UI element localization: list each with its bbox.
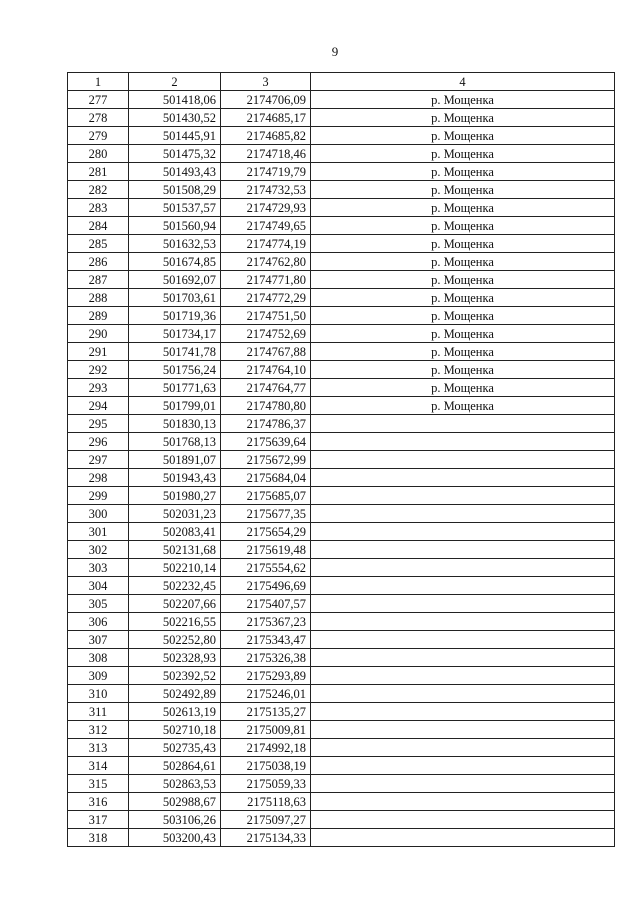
x-coordinate-cell: 501703,61 <box>129 289 221 307</box>
table-row <box>68 505 615 523</box>
description-cell <box>311 433 615 451</box>
table-row <box>68 775 615 793</box>
table-row <box>68 271 615 289</box>
y-coordinate-cell: 2174780,80 <box>221 397 311 415</box>
x-coordinate-cell: 502863,53 <box>129 775 221 793</box>
y-coordinate-cell: 2175293,89 <box>221 667 311 685</box>
table-row <box>68 793 615 811</box>
point-number-cell: 283 <box>68 199 129 217</box>
description-cell: р. Мощенка <box>311 181 615 199</box>
y-coordinate-cell: 2174764,77 <box>221 379 311 397</box>
y-coordinate-cell: 2175677,35 <box>221 505 311 523</box>
point-number-cell: 288 <box>68 289 129 307</box>
point-number-cell: 291 <box>68 343 129 361</box>
table-row <box>68 739 615 757</box>
x-coordinate-cell: 501891,07 <box>129 451 221 469</box>
table-row <box>68 829 615 847</box>
table-row <box>68 145 615 163</box>
coordinates-table <box>67 72 615 847</box>
table-row <box>68 433 615 451</box>
y-coordinate-cell: 2174729,93 <box>221 199 311 217</box>
description-cell <box>311 505 615 523</box>
y-coordinate-cell: 2174772,29 <box>221 289 311 307</box>
x-coordinate-cell: 502328,93 <box>129 649 221 667</box>
y-coordinate-cell: 2175097,27 <box>221 811 311 829</box>
x-coordinate-cell: 501943,43 <box>129 469 221 487</box>
x-coordinate-cell: 502864,61 <box>129 757 221 775</box>
table-header-row <box>68 73 615 91</box>
y-coordinate-cell: 2175654,29 <box>221 523 311 541</box>
point-number-cell: 281 <box>68 163 129 181</box>
y-coordinate-cell: 2175639,64 <box>221 433 311 451</box>
x-coordinate-cell: 501741,78 <box>129 343 221 361</box>
x-coordinate-cell: 501430,52 <box>129 109 221 127</box>
x-coordinate-cell: 501560,94 <box>129 217 221 235</box>
table-row <box>68 811 615 829</box>
description-cell <box>311 523 615 541</box>
table-row <box>68 523 615 541</box>
description-cell: р. Мощенка <box>311 307 615 325</box>
y-coordinate-cell: 2174685,17 <box>221 109 311 127</box>
description-cell <box>311 703 615 721</box>
column-header: 3 <box>221 73 311 91</box>
y-coordinate-cell: 2175554,62 <box>221 559 311 577</box>
x-coordinate-cell: 502392,52 <box>129 667 221 685</box>
description-cell: р. Мощенка <box>311 271 615 289</box>
point-number-cell: 314 <box>68 757 129 775</box>
y-coordinate-cell: 2174751,50 <box>221 307 311 325</box>
table-row <box>68 289 615 307</box>
x-coordinate-cell: 501445,91 <box>129 127 221 145</box>
description-cell <box>311 685 615 703</box>
description-cell: р. Мощенка <box>311 91 615 109</box>
description-cell <box>311 757 615 775</box>
point-number-cell: 315 <box>68 775 129 793</box>
point-number-cell: 304 <box>68 577 129 595</box>
description-cell <box>311 811 615 829</box>
x-coordinate-cell: 501508,29 <box>129 181 221 199</box>
table-row <box>68 685 615 703</box>
table-row <box>68 361 615 379</box>
x-coordinate-cell: 502252,80 <box>129 631 221 649</box>
table-row <box>68 343 615 361</box>
y-coordinate-cell: 2175135,27 <box>221 703 311 721</box>
description-cell: р. Мощенка <box>311 343 615 361</box>
y-coordinate-cell: 2174685,82 <box>221 127 311 145</box>
description-cell: р. Мощенка <box>311 127 615 145</box>
x-coordinate-cell: 502735,43 <box>129 739 221 757</box>
description-cell <box>311 577 615 595</box>
y-coordinate-cell: 2175059,33 <box>221 775 311 793</box>
x-coordinate-cell: 501756,24 <box>129 361 221 379</box>
column-header: 1 <box>68 73 129 91</box>
description-cell: р. Мощенка <box>311 289 615 307</box>
y-coordinate-cell: 2175343,47 <box>221 631 311 649</box>
point-number-cell: 308 <box>68 649 129 667</box>
point-number-cell: 318 <box>68 829 129 847</box>
y-coordinate-cell: 2174992,18 <box>221 739 311 757</box>
point-number-cell: 280 <box>68 145 129 163</box>
x-coordinate-cell: 501418,06 <box>129 91 221 109</box>
point-number-cell: 282 <box>68 181 129 199</box>
table-row <box>68 217 615 235</box>
x-coordinate-cell: 503200,43 <box>129 829 221 847</box>
y-coordinate-cell: 2175684,04 <box>221 469 311 487</box>
y-coordinate-cell: 2174706,09 <box>221 91 311 109</box>
x-coordinate-cell: 501719,36 <box>129 307 221 325</box>
y-coordinate-cell: 2175672,99 <box>221 451 311 469</box>
y-coordinate-cell: 2175038,19 <box>221 757 311 775</box>
table-row <box>68 559 615 577</box>
y-coordinate-cell: 2175118,63 <box>221 793 311 811</box>
table-row <box>68 397 615 415</box>
table-row <box>68 199 615 217</box>
y-coordinate-cell: 2175134,33 <box>221 829 311 847</box>
point-number-cell: 290 <box>68 325 129 343</box>
x-coordinate-cell: 502492,89 <box>129 685 221 703</box>
table-row <box>68 307 615 325</box>
y-coordinate-cell: 2174764,10 <box>221 361 311 379</box>
x-coordinate-cell: 501768,13 <box>129 433 221 451</box>
y-coordinate-cell: 2175326,38 <box>221 649 311 667</box>
x-coordinate-cell: 502083,41 <box>129 523 221 541</box>
description-cell: р. Мощенка <box>311 325 615 343</box>
x-coordinate-cell: 501692,07 <box>129 271 221 289</box>
y-coordinate-cell: 2174762,80 <box>221 253 311 271</box>
y-coordinate-cell: 2174732,53 <box>221 181 311 199</box>
point-number-cell: 301 <box>68 523 129 541</box>
table-row <box>68 541 615 559</box>
description-cell <box>311 793 615 811</box>
table-row <box>68 631 615 649</box>
description-cell: р. Мощенка <box>311 235 615 253</box>
description-cell <box>311 631 615 649</box>
y-coordinate-cell: 2174719,79 <box>221 163 311 181</box>
column-header: 4 <box>311 73 615 91</box>
point-number-cell: 298 <box>68 469 129 487</box>
description-cell: р. Мощенка <box>311 397 615 415</box>
point-number-cell: 317 <box>68 811 129 829</box>
y-coordinate-cell: 2175619,48 <box>221 541 311 559</box>
description-cell <box>311 775 615 793</box>
table-row <box>68 649 615 667</box>
table-row <box>68 235 615 253</box>
description-cell <box>311 415 615 433</box>
y-coordinate-cell: 2174774,19 <box>221 235 311 253</box>
x-coordinate-cell: 502210,14 <box>129 559 221 577</box>
description-cell <box>311 739 615 757</box>
table-row <box>68 325 615 343</box>
y-coordinate-cell: 2174786,37 <box>221 415 311 433</box>
x-coordinate-cell: 501475,32 <box>129 145 221 163</box>
point-number-cell: 300 <box>68 505 129 523</box>
y-coordinate-cell: 2174752,69 <box>221 325 311 343</box>
point-number-cell: 296 <box>68 433 129 451</box>
point-number-cell: 316 <box>68 793 129 811</box>
x-coordinate-cell: 501674,85 <box>129 253 221 271</box>
x-coordinate-cell: 501830,13 <box>129 415 221 433</box>
description-cell: р. Мощенка <box>311 379 615 397</box>
table-row <box>68 487 615 505</box>
point-number-cell: 306 <box>68 613 129 631</box>
point-number-cell: 303 <box>68 559 129 577</box>
y-coordinate-cell: 2174767,88 <box>221 343 311 361</box>
description-cell: р. Мощенка <box>311 361 615 379</box>
table-row <box>68 451 615 469</box>
y-coordinate-cell: 2175407,57 <box>221 595 311 613</box>
table-row <box>68 577 615 595</box>
point-number-cell: 299 <box>68 487 129 505</box>
x-coordinate-cell: 501799,01 <box>129 397 221 415</box>
point-number-cell: 307 <box>68 631 129 649</box>
description-cell <box>311 559 615 577</box>
table-body <box>68 91 615 847</box>
x-coordinate-cell: 503106,26 <box>129 811 221 829</box>
y-coordinate-cell: 2174749,65 <box>221 217 311 235</box>
point-number-cell: 278 <box>68 109 129 127</box>
table-row <box>68 469 615 487</box>
point-number-cell: 285 <box>68 235 129 253</box>
description-cell <box>311 469 615 487</box>
point-number-cell: 295 <box>68 415 129 433</box>
point-number-cell: 297 <box>68 451 129 469</box>
point-number-cell: 294 <box>68 397 129 415</box>
table-row <box>68 595 615 613</box>
description-cell <box>311 721 615 739</box>
x-coordinate-cell: 502613,19 <box>129 703 221 721</box>
x-coordinate-cell: 501734,17 <box>129 325 221 343</box>
point-number-cell: 302 <box>68 541 129 559</box>
description-cell <box>311 613 615 631</box>
description-cell: р. Мощенка <box>311 163 615 181</box>
x-coordinate-cell: 501537,57 <box>129 199 221 217</box>
description-cell: р. Мощенка <box>311 109 615 127</box>
table-row <box>68 109 615 127</box>
y-coordinate-cell: 2175246,01 <box>221 685 311 703</box>
x-coordinate-cell: 502232,45 <box>129 577 221 595</box>
table-row <box>68 703 615 721</box>
point-number-cell: 277 <box>68 91 129 109</box>
table-row <box>68 181 615 199</box>
x-coordinate-cell: 502131,68 <box>129 541 221 559</box>
x-coordinate-cell: 502207,66 <box>129 595 221 613</box>
table-row <box>68 667 615 685</box>
description-cell <box>311 829 615 847</box>
table-row <box>68 127 615 145</box>
x-coordinate-cell: 501980,27 <box>129 487 221 505</box>
x-coordinate-cell: 502216,55 <box>129 613 221 631</box>
table-row <box>68 721 615 739</box>
table-row <box>68 415 615 433</box>
page-number: 9 <box>331 44 339 59</box>
point-number-cell: 284 <box>68 217 129 235</box>
x-coordinate-cell: 501493,43 <box>129 163 221 181</box>
description-cell: р. Мощенка <box>311 199 615 217</box>
x-coordinate-cell: 501771,63 <box>129 379 221 397</box>
y-coordinate-cell: 2175685,07 <box>221 487 311 505</box>
description-cell <box>311 649 615 667</box>
description-cell: р. Мощенка <box>311 253 615 271</box>
description-cell <box>311 667 615 685</box>
table-row <box>68 379 615 397</box>
point-number-cell: 292 <box>68 361 129 379</box>
description-cell <box>311 487 615 505</box>
x-coordinate-cell: 502031,23 <box>129 505 221 523</box>
description-cell <box>311 541 615 559</box>
description-cell <box>311 595 615 613</box>
table-row <box>68 163 615 181</box>
description-cell <box>311 451 615 469</box>
y-coordinate-cell: 2175009,81 <box>221 721 311 739</box>
point-number-cell: 289 <box>68 307 129 325</box>
point-number-cell: 312 <box>68 721 129 739</box>
y-coordinate-cell: 2174718,46 <box>221 145 311 163</box>
point-number-cell: 305 <box>68 595 129 613</box>
table-row <box>68 757 615 775</box>
point-number-cell: 279 <box>68 127 129 145</box>
point-number-cell: 311 <box>68 703 129 721</box>
table-row <box>68 91 615 109</box>
y-coordinate-cell: 2175367,23 <box>221 613 311 631</box>
column-header: 2 <box>129 73 221 91</box>
x-coordinate-cell: 501632,53 <box>129 235 221 253</box>
point-number-cell: 286 <box>68 253 129 271</box>
point-number-cell: 287 <box>68 271 129 289</box>
description-cell: р. Мощенка <box>311 217 615 235</box>
point-number-cell: 313 <box>68 739 129 757</box>
point-number-cell: 310 <box>68 685 129 703</box>
y-coordinate-cell: 2175496,69 <box>221 577 311 595</box>
point-number-cell: 309 <box>68 667 129 685</box>
point-number-cell: 293 <box>68 379 129 397</box>
y-coordinate-cell: 2174771,80 <box>221 271 311 289</box>
x-coordinate-cell: 502710,18 <box>129 721 221 739</box>
table-row <box>68 253 615 271</box>
description-cell: р. Мощенка <box>311 145 615 163</box>
table-row <box>68 613 615 631</box>
x-coordinate-cell: 502988,67 <box>129 793 221 811</box>
